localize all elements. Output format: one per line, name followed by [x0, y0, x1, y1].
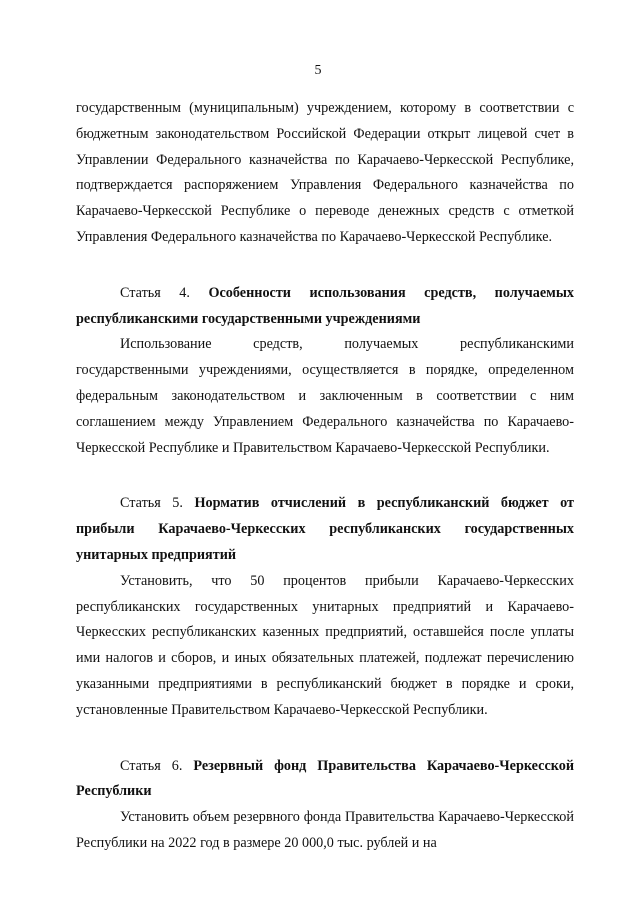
article-6-heading: [76, 754, 574, 806]
document-body: [76, 96, 574, 857]
article-4: [76, 281, 574, 462]
article-4-title: Особенности использования средств, получаемых республиканскими государственными учреждениями: [76, 284, 575, 327]
article-5-heading: [76, 491, 574, 568]
article-6: [76, 754, 574, 857]
page-number: 5: [314, 63, 322, 78]
article-4-body: Использование средств, получаемых республиканскими государственными учреждениями, осуществляется в порядке, определенном федеральным законодательством и заключенным в соответствии с ним соглашением между Управлением Федерального казначейства по Карачаево-Черкесской Республике и Правительством Карачаево-Черкесской Республики.: [76, 336, 574, 456]
article-5-label: Статья 5.: [120, 495, 183, 512]
article-6-title: Резервный фонд Правительства Карачаево-Черкесской Республики: [76, 757, 575, 800]
article-6-label: Статья 6.: [120, 757, 183, 774]
article-5: [76, 491, 574, 723]
article-5-title: Норматив отчислений в республиканский бюджет от прибыли Карачаево-Черкесских республиканских государственных унитарных предприятий: [76, 495, 575, 563]
intro-paragraph: государственным (муниципальным) учреждением, которому в соответствии с бюджетным законодательством Российской Федерации открыт лицевой счет в Управлении Федерального казначейства по Карачаево-Черкесской Республике, подтверждается распоряжением Управления Федерального казначейства по Карачаево-Черкесской Республике о переводе денежных средств с отметкой Управления Федерального казначейства по Карачаево-Черкесской Республике.: [76, 100, 574, 245]
article-4-heading: [76, 281, 574, 333]
article-6-body: Установить объем резервного фонда Правительства Карачаево-Черкесской Республики на 2022 год в размере 20 000,0 тыс. рублей и на: [76, 809, 574, 851]
article-4-label: Статья 4.: [120, 284, 190, 301]
article-5-body: Установить, что 50 процентов прибыли Карачаево-Черкесских республиканских государственных унитарных предприятий и Карачаево-Черкесских республиканских казенных предприятий, оставшейся после уплаты ими налогов и сборов, и иных обязательных платежей, подлежат перечислению указанными предприятиями в республиканский бюджет в порядке и сроки, установленные Правительством Карачаево-Черкесской Республики.: [76, 572, 574, 718]
